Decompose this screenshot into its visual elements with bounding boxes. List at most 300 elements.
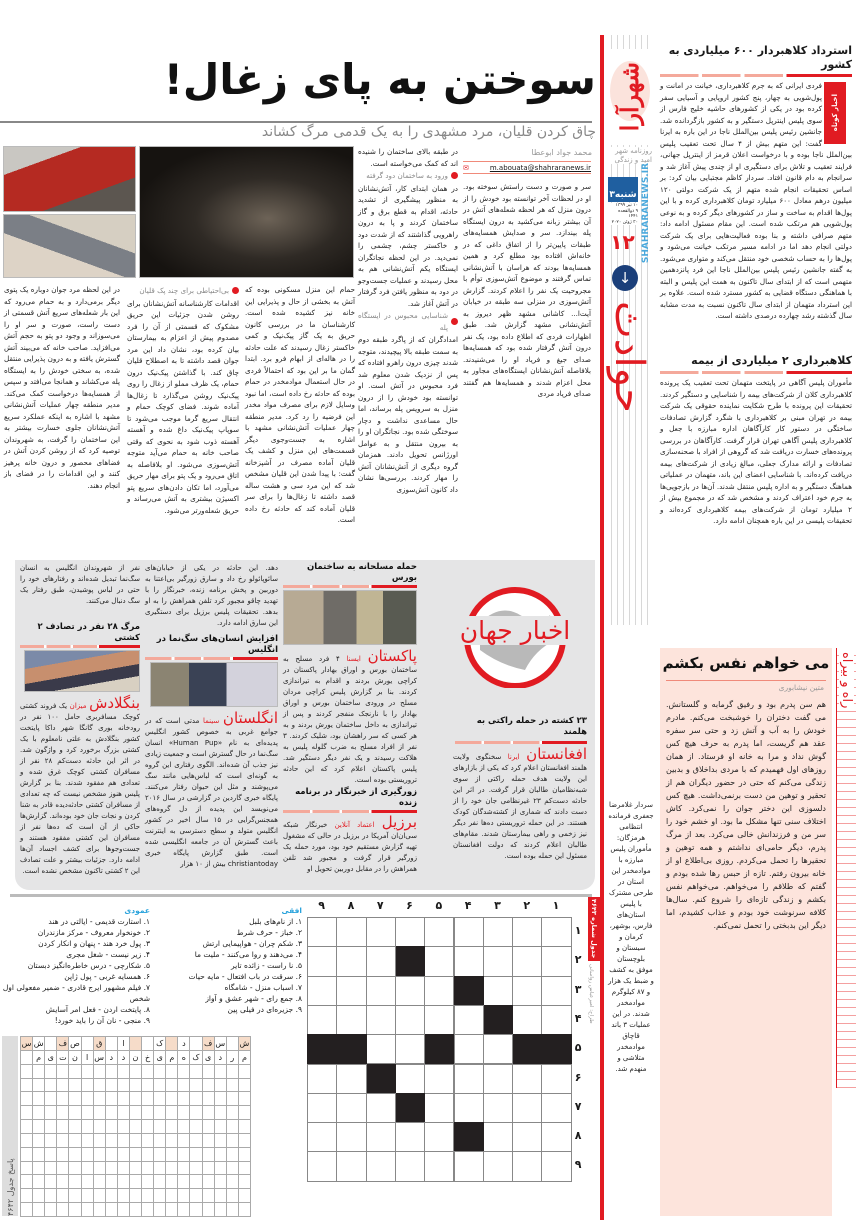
answer-cell: [153, 1174, 166, 1189]
answer-cell: [44, 1174, 57, 1189]
answer-cell: [129, 1091, 142, 1106]
answer-cell: [177, 1133, 190, 1148]
column-number: ۲: [523, 899, 531, 912]
crossword-cell[interactable]: [424, 1005, 454, 1035]
answer-cell: [226, 1078, 239, 1093]
across-clue: ۷. اسباب منزل - شامگاه: [224, 983, 302, 992]
across-clue: ۴. می‌دهند و روا می‌کنند - ملیت ما: [194, 950, 302, 959]
answer-cell: [189, 1202, 202, 1217]
story-column-5: در این لحظه مرد جوان دوباره یک پتوی دیگر برمی‌دارد و به حمام می‌رود که این بار شعله‌های سریع آتش قسمتی از دست راست، صورت و سر او را می‌سوزاند و وجود دو پتو به حجم آتش می‌افزاید. صاحب خانه که می‌بیند آتش گسترش یافته و به درون پذیرایی منتقل شده، به سختی خودش را به ایستگاه پله می‌کشاند و همانجا می‌افتد و سپس از همسایه‌ها درخواست کمک می‌کند. مدیر منطقه چهار عملیات آتش‌نشانی مشهد با اشاره به اینکه عملکرد سریع آتش‌نشانان جلوی خسارت بیشتر به این ساختمان را گرفت، به شهروندان توصیه کرد که از روشن کردن آتش در فضاهای محصور و درون خانه پرهیز کنند و این اقدامات را در فضای باز انجام دهند.: [4, 285, 120, 490]
answer-cell: [44, 1133, 57, 1148]
crossword-cell[interactable]: [336, 946, 366, 976]
answer-cell: [44, 1119, 57, 1134]
crossword-cell[interactable]: [336, 1122, 366, 1152]
answer-cell: [214, 1161, 227, 1176]
crossword-cell[interactable]: [483, 1122, 513, 1152]
dates: ۱۰ تیر ۱۳۹۹ ۹ ذوالقعده ۱۴۴۱ ۳۰ ژوئن ۲۰۲۰: [608, 203, 638, 225]
answer-cell: [153, 1161, 166, 1176]
crossword-cell[interactable]: [512, 1151, 542, 1181]
crossword-cell[interactable]: [366, 946, 396, 976]
answer-cell: [32, 1105, 45, 1120]
answer-cell: [117, 1133, 130, 1148]
bullet-icon: [451, 172, 458, 179]
answer-cell: [56, 1161, 69, 1176]
column-box: [660, 648, 832, 1216]
answer-cell: [238, 1161, 251, 1176]
crossword-black-cell: [512, 1034, 542, 1064]
answer-cell: [81, 1133, 94, 1148]
column-number: ۹: [318, 899, 325, 912]
answer-cell: [129, 1119, 142, 1134]
crossword-cell[interactable]: [395, 1151, 425, 1181]
answer-cell: [56, 1064, 69, 1079]
answer-cell: [68, 1091, 81, 1106]
answer-cell: [214, 1091, 227, 1106]
answer-cell: [56, 1119, 69, 1134]
headline-rule: [283, 585, 417, 588]
down-clues: عمودی ۱. استارت قدیمی - ایالتی در هند ۲. خونخوار معروف - مرکز مازندران ۳. پول خرد هند - پنهان و انکار کردن ۴. زیر نیست - شغل مجری ۵. شکارچی - درس خاطره‌انگیز دبستان ۶. همسایه غربی - پول ژاپن ۷. فیلم مشهور ایرج قادری - ضمیر مفعولی اول شخص ۸. پایتخت اردن - فعل امر آسایش ۹. منجی - نان آن را باید خورد!: [0, 905, 150, 1026]
crossword-cell[interactable]: [512, 1122, 542, 1152]
answer-cell: [32, 1147, 45, 1162]
column-number: ۴: [464, 899, 472, 912]
crossword-cell[interactable]: [541, 946, 571, 976]
crossword-cell[interactable]: [541, 1151, 571, 1181]
insurance-fraud-text: مأموران پلیس آگاهی در پایتخت متهمان تحت تعقیب یک پرونده کلاهبرداری کلان از شرکت‌های بیمه را شناسایی و دستگیر کردند. تحقیقات این پرونده با طرح شکایت نماینده حقوقی یک شرکت بیمه در تهران مبنی بر کلاهبرداری با شگرد گزارش تصادفات ساختگی در دستور کار کارآگاهان اداره مبارزه با جعل و کلاهبرداری پلیس آگاهی تهران قرار گرفت. کارآگاهان در بررسی پرونده‌های خسارت دریافت شد که گروهی از افراد با صحنه‌سازی تصادفات و ارائه مدارک جعلی، مبالغ زیادی از شرکت‌های بیمه دریافت کرده‌اند. با شناسایی اعضای این باند، متهمان در عملیاتی هماهنگ دستگیر و به اداره پلیس منتقل شدند. آن‌ها در بازجویی‌ها به جرم خود اعتراف کردند و مشخص شد که در مجموع بیش از ۲ میلیارد تومان از شرکت‌های بیمه کلاهبرداری کرده‌اند و تحقیقات پلیسی در این باره همچنان ادامه دارد.: [660, 378, 852, 525]
masthead-strip: [606, 35, 652, 625]
answer-cell: [44, 1091, 57, 1106]
headline-rule: [20, 645, 140, 648]
crossword-cell[interactable]: [336, 1151, 366, 1181]
answer-cell: [129, 1188, 142, 1203]
answer-cell: [20, 1147, 33, 1162]
answer-cell: [202, 1119, 215, 1134]
answer-cell: ک: [189, 1050, 202, 1065]
column-text: هم سن پدرم بود و رفیق گرمابه و گلستانش. می گفت دختران را خوشبخت می‌کنم. مادرم خودش را به آب و آتش زد و حتی سر سفره عقد هم گریست، اما پدرم به حرف هیچ کس گوش نداد و مرا به خانه او فرستاد. از همان روزهای اول فهمیدم که با مردی بداخلاق و بدبین زندگی می‌کنم که حتی در حضور دیگران هم از تحقیر و توهین من دست برنمی‌داشت. هیچ کس دلسوزی این دختر جوان را نمی‌کرد. کاش اختلاف سنی تنها مشکل ما بود. او خشم خود را سر من و فرزندانش خالی می‌کرد. بعد از مرگ پدرم، دیگر حامی‌ای نداشتم و همه توهین و تحقیرها را تحمل می‌کردم. روزی بی‌اطلاع او از خانه بیرون رفتم. تازه از حبس رها شده بودم و گفتم که طلاقم را می‌خواهم. می‌خواهم نفس بکشم و زندگی تازه‌ای را شروع کنم. سال‌ها کلافه سرنوشت خود بودم و عذاب کشیدم، اما دیگر این بدبختی را تحمل نمی‌کنم.: [666, 700, 826, 930]
row-number: ۷: [574, 1099, 582, 1113]
answer-cell: [81, 1105, 94, 1120]
row-number: ۵: [574, 1041, 582, 1055]
answer-cell: [81, 1161, 94, 1176]
answer-cell: [93, 1078, 106, 1093]
crossword-cell[interactable]: [307, 1151, 337, 1181]
answer-cell: [202, 1188, 215, 1203]
answer-cell: [214, 1188, 227, 1203]
answer-cell: [32, 1091, 45, 1106]
answer-cell: م: [32, 1050, 45, 1065]
crossword-cell[interactable]: [307, 1093, 337, 1123]
answer-cell: [32, 1133, 45, 1148]
brazil-text-continued: دهد. این حادثه در یکی از خیابان‌های سائوپائولو رخ داد و سارق زورگیر بی‌اعتنا به دوربین و پخش برنامه زنده، خبرنگار را با تهدید چاقو مجبور کرد تلفن همراهش را به او بدهد. تحقیقات پلیس برزیل برای دستگیری این سارق ادامه دارد.: [145, 564, 278, 627]
across-clues: افقی ۱. از نام‌های بلبل ۲. خباز - حرف شرط ۳. شکم چران - هواپیمایی ارتش ۴. می‌دهند و روا می‌کنند - ملیت ما ۵. نا راست - زائده تایر ۶. سرقت در باب افتعال - مایه حیات ۷. اسباب منزل - شامگاه ۸. جمع رای - شهر عشق و آواز ۹. جزیره‌ای در فیلی پین: [152, 905, 302, 1015]
answer-cell: [20, 1174, 33, 1189]
row-number: ۱: [574, 924, 582, 937]
crossword-cell[interactable]: [512, 1005, 542, 1035]
answer-cell: [68, 1078, 81, 1093]
across-clue: ۵. نا راست - زائده تایر: [230, 961, 302, 970]
answer-cell: [93, 1133, 106, 1148]
crossword-cell[interactable]: [307, 917, 337, 947]
answer-cell: [56, 1105, 69, 1120]
answer-cell: ش: [238, 1036, 251, 1051]
answer-cell: [105, 1064, 118, 1079]
answer-cell: [214, 1119, 227, 1134]
answer-cell: [226, 1091, 239, 1106]
answer-cell: [189, 1174, 202, 1189]
answer-cell: د: [105, 1050, 118, 1065]
answer-cell: [32, 1119, 45, 1134]
crossword-cell[interactable]: [483, 1064, 513, 1094]
answer-cell: [226, 1133, 239, 1148]
answer-cell: [189, 1161, 202, 1176]
crossword-cell[interactable]: [336, 1005, 366, 1035]
answer-cell: [141, 1078, 154, 1093]
crossword-cell[interactable]: [395, 1005, 425, 1035]
crossword-cell[interactable]: [454, 1093, 484, 1123]
answer-cell: [117, 1161, 130, 1176]
crossword-cell[interactable]: [541, 1122, 571, 1152]
answer-cell: [141, 1133, 154, 1148]
crossword-cell[interactable]: [366, 917, 396, 947]
answer-cell: [141, 1105, 154, 1120]
crossword-cell[interactable]: [366, 976, 396, 1006]
answer-cell: ه: [177, 1050, 190, 1065]
short-news-tag: اخبار کوتاه: [824, 82, 846, 144]
crossword-cell[interactable]: [424, 1122, 454, 1152]
crossword-cell[interactable]: [336, 917, 366, 947]
bullet-icon: [232, 287, 239, 294]
crossword-cell[interactable]: [395, 917, 425, 947]
crossword-cell[interactable]: [512, 1093, 542, 1123]
answer-cell: [56, 1133, 69, 1148]
crossword-divider: [10, 894, 592, 897]
answer-cell: [81, 1202, 94, 1217]
crossword-black-cell: [424, 1034, 454, 1064]
arrow-down-icon[interactable]: ↓: [612, 265, 638, 291]
crossword-cell[interactable]: [424, 1064, 454, 1094]
answer-cell: [117, 1202, 130, 1217]
crossword-cell[interactable]: [307, 946, 337, 976]
crossword-cell[interactable]: [424, 917, 454, 947]
answer-cell: [189, 1064, 202, 1079]
afghanistan-text: افغانستان ایرنا سخنگوی ولایت هلمند افغانستان اعلام کرد که یکی از بازارهای این ولایت هدف حمله راکتی از سوی شبه‌نظامیان طالبان قرار گرفت. در اثر این حادثه دست‌کم ۲۳ غیرنظامی جان خود را از دست دادند که شماری از کشته‌شدگان کودک هستند. در این حمله تروریستی ده‌ها نفر دیگر نیز زخمی و راهی بیمارستان شدند. مقام‌های طالبان اعلام کردند که دولت افغانستان مسئول این حمله بوده است.: [453, 745, 587, 860]
crossword-cell[interactable]: [454, 917, 484, 947]
story-column-3: حمام این منزل مسکونی بوده که آتش به بخشی از حال و پذیرایی این خانه نیز کشیده شده است. کارشناسان ما در بررسی کانون حریق به یک گاز پیک‌نیک و کمی خاکستر زغال رسیدند که علت حادثه را در هاله‌ای از ابهام فرو برد. ابتدا گمان ما بر این بود که احتمالاً فردی در حال استعمال موادمخدر در حمام بوده که حادثه رخ داده است، اما نبود وسایل لازم برای مصرف مواد مخدر این فرضیه را رد کرد. مدیر منطقه چهار عملیات آتش‌نشانی مشهد با اشاره به جست‌وجوی دیگر قسمت‌های این منزل و کشف یک قلیان آماده مصرف در آشپزخانه گفت: با پیدا شدن این قلیان مشخص شد که این مرد سی و هشت ساله قصد داشته تا زغال‌ها را برای سر قلیان آماده کند که حادثه رخ داده است.: [245, 285, 355, 524]
row-number: ۹: [574, 1158, 582, 1172]
answer-cell: ن: [68, 1050, 81, 1065]
email-link[interactable]: m.abouata@shahraranews.ir ✉: [463, 164, 591, 172]
ferry-victims-photo: [24, 650, 140, 692]
brazil-text: برزیل اعتماد آنلاین خبرنگار شبکه سی‌ان‌ان آمریکا در برزیل در حالی که مشغول تهیه گزارش مستقیم خود بود، مورد حمله یک زورگیر قرار گرفت و مجبور شد تلفن همراهش را در مقابل دوربین تحویل او: [283, 813, 418, 873]
crossword-cell[interactable]: [307, 1064, 337, 1094]
human-pup-photo: [150, 662, 278, 707]
answer-cell: [105, 1036, 118, 1051]
crossword-cell[interactable]: [454, 1005, 484, 1035]
answer-cell: [129, 1147, 142, 1162]
answer-cell: [68, 1147, 81, 1162]
answer-cell: د: [177, 1036, 190, 1051]
across-clue: ۲. خباز - حرف شرط: [236, 928, 302, 937]
crossword-cell[interactable]: [366, 1005, 396, 1035]
answer-cell: [202, 1174, 215, 1189]
crossword-cell[interactable]: [366, 1034, 396, 1064]
answer-cell: ی: [202, 1050, 215, 1065]
answer-grid: [20, 1036, 250, 1216]
answer-cell: [44, 1105, 57, 1120]
answer-cell: [129, 1161, 142, 1176]
headline-insurance-fraud: کلاهبرداری ۲ میلیاردی از بیمه: [691, 354, 852, 367]
crossword-black-cell: [454, 1122, 484, 1152]
answer-cell: [238, 1202, 251, 1217]
answer-cell: [20, 1133, 33, 1148]
answer-cell: ف: [202, 1036, 215, 1051]
answer-cell: [81, 1147, 94, 1162]
crossword-label: جدول شماره ۴۶۴۳: [588, 897, 600, 961]
crossword-cell[interactable]: [512, 1064, 542, 1094]
answer-cell: [117, 1091, 130, 1106]
answer-cell: [141, 1174, 154, 1189]
crossword-cell[interactable]: [307, 1122, 337, 1152]
answer-cell: [20, 1188, 33, 1203]
headline-rule: [660, 74, 852, 77]
crossword-cell[interactable]: [454, 946, 484, 976]
crossword-cell[interactable]: [541, 1005, 571, 1035]
answer-cell: [226, 1202, 239, 1217]
bullet-icon: [451, 318, 458, 325]
crossword-cell[interactable]: [336, 1093, 366, 1123]
answer-cell: [129, 1133, 142, 1148]
crossword-cell[interactable]: [366, 1151, 396, 1181]
answer-cell: [141, 1119, 154, 1134]
answer-cell: [177, 1105, 190, 1120]
crossword-cell[interactable]: [541, 1064, 571, 1094]
answer-cell: ش: [32, 1036, 45, 1051]
answer-cell: [165, 1036, 178, 1051]
crossword-cell[interactable]: [336, 976, 366, 1006]
crossword-cell[interactable]: [424, 976, 454, 1006]
answer-cell: [189, 1078, 202, 1093]
answer-cell: [93, 1105, 106, 1120]
crossword-cell[interactable]: [512, 946, 542, 976]
crossword-cell[interactable]: [424, 1093, 454, 1123]
answer-cell: ن: [129, 1050, 142, 1065]
crossword-cell[interactable]: [395, 976, 425, 1006]
crossword-black-cell: [541, 1034, 571, 1064]
answer-cell: ت: [56, 1050, 69, 1065]
answer-cell: [68, 1202, 81, 1217]
crossword-cell[interactable]: [366, 1093, 396, 1123]
crossword-black-cell: [307, 1034, 337, 1064]
page-title: سوختن به پای زغال!: [163, 55, 596, 104]
answer-cell: [238, 1119, 251, 1134]
answer-label: پاسخ جدول ۴۶۴۲: [2, 1036, 18, 1216]
answer-cell: [32, 1161, 45, 1176]
down-clue: ۳. پول خرد هند - پنهان و انکار کردن: [38, 939, 150, 948]
answer-cell: [238, 1147, 251, 1162]
answer-cell: [105, 1078, 118, 1093]
crossword-cell[interactable]: [541, 1093, 571, 1123]
crossword-cell[interactable]: [424, 946, 454, 976]
crossword-cell[interactable]: [483, 917, 513, 947]
answer-cell: [177, 1147, 190, 1162]
answer-cell: [129, 1078, 142, 1093]
answer-cell: [20, 1119, 33, 1134]
title-rule: [0, 121, 592, 123]
answer-cell: ق: [93, 1036, 106, 1051]
answer-cell: [44, 1188, 57, 1203]
column-author: متین نیشابوری: [778, 683, 824, 692]
answer-cell: [141, 1188, 154, 1203]
crossword-cell[interactable]: [512, 917, 542, 947]
hormozgan-brief: سردار غلامرضا جعفری فرمانده انتظامی هرمزگان: مأموران پلیس مبارزه با موادمخدر این استان در طرحی مشترک با پلیس استان‌های فارس، بوشهر، کرمان و سیستان و بلوچستان موفق به کشف و ضبط یک هزار و ۸۷ کیلوگرم موادمخدر شدند. در این عملیات ۳ باند قاچاق موادمخدر متلاشی و منهدم شد.: [608, 801, 654, 1073]
answer-cell: [32, 1202, 45, 1217]
across-clue: ۹. جزیره‌ای در فیلی پین: [227, 1005, 302, 1014]
across-clue: ۱. از نام‌های بلبل: [249, 917, 302, 926]
answer-cell: [226, 1188, 239, 1203]
answer-cell: [177, 1174, 190, 1189]
crossword-cell[interactable]: [541, 917, 571, 947]
answer-cell: [20, 1161, 33, 1176]
answer-cell: [177, 1161, 190, 1176]
answer-cell: [20, 1050, 33, 1065]
answer-cell: [238, 1091, 251, 1106]
crossword-cell[interactable]: [483, 1093, 513, 1123]
answer-cell: [105, 1119, 118, 1134]
row-number: ۲: [574, 953, 582, 967]
subhead: چاق کردن قلیان، مرد مشهدی را به یک قدمی مرگ کشاند: [261, 124, 596, 140]
row-number: ۶: [574, 1070, 582, 1084]
answer-cell: [226, 1161, 239, 1176]
answer-cell: ا: [81, 1050, 94, 1065]
crossword-cell[interactable]: [307, 976, 337, 1006]
crossword-cell[interactable]: [512, 976, 542, 1006]
answer-cell: [177, 1091, 190, 1106]
crossword-cell[interactable]: [483, 1034, 513, 1064]
answer-cell: [93, 1091, 106, 1106]
answer-cell: [93, 1174, 106, 1189]
crossword-cell[interactable]: [454, 1151, 484, 1181]
answer-cell: [117, 1105, 130, 1120]
answer-cell: [202, 1078, 215, 1093]
answer-cell: [226, 1064, 239, 1079]
mail-icon: ✉: [463, 164, 469, 172]
answer-cell: [214, 1064, 227, 1079]
answer-cell: ی: [44, 1050, 57, 1065]
answer-cell: [117, 1188, 130, 1203]
page-divider-red: [600, 35, 604, 1220]
answer-cell: [32, 1078, 45, 1093]
page-number: ۱۲: [610, 230, 635, 254]
answer-cell: [153, 1202, 166, 1217]
answer-cell: [105, 1147, 118, 1162]
crossword-cell[interactable]: [483, 1151, 513, 1181]
answer-cell: [117, 1078, 130, 1093]
side-label: راه و بیراه: [836, 648, 856, 1088]
across-clue: ۶. سرقت در باب افتعال - مایه حیات: [188, 972, 302, 981]
answer-cell: [105, 1188, 118, 1203]
crossword-cell[interactable]: [483, 976, 513, 1006]
answer-cell: [117, 1147, 130, 1162]
answer-cell: [177, 1188, 190, 1203]
answer-cell: [81, 1036, 94, 1051]
answer-cell: [56, 1202, 69, 1217]
crossword-cell[interactable]: [395, 1064, 425, 1094]
answer-cell: [189, 1091, 202, 1106]
headline-rule: [455, 741, 587, 744]
column-number: ۳: [494, 899, 501, 912]
answer-cell: [165, 1147, 178, 1162]
answer-cell: [165, 1064, 178, 1079]
answer-cell: [129, 1105, 142, 1120]
down-clue: ۹. منجی - نان آن را باید خورد!: [54, 1016, 150, 1025]
website-link[interactable]: SHAHRARANEWS.IR: [640, 162, 651, 264]
answer-cell: [141, 1147, 154, 1162]
headline-extradition: استرداد کلاهبردار ۶۰۰ میلیاردی به کشور: [668, 44, 852, 71]
crossword-black-cell: [366, 1064, 396, 1094]
answer-cell: [93, 1161, 106, 1176]
answer-cell: [165, 1174, 178, 1189]
crossword-cell[interactable]: [483, 946, 513, 976]
answer-cell: [56, 1091, 69, 1106]
crossword-cell[interactable]: [366, 1122, 396, 1152]
answer-cell: [153, 1119, 166, 1134]
column-number: ۶: [406, 899, 413, 912]
answer-cell: [105, 1133, 118, 1148]
crossword-cell[interactable]: [454, 1034, 484, 1064]
answer-cell: [44, 1202, 57, 1217]
crossword-black-cell: [395, 946, 425, 976]
crossword-cell[interactable]: [395, 1034, 425, 1064]
crossword-cell[interactable]: [454, 1064, 484, 1094]
answer-cell: [189, 1119, 202, 1134]
down-clue: ۶. همسایه غربی - پول ژاپن: [64, 972, 150, 981]
bangladesh-text: بنگلادش میزان یک فروند کشتی کوچک مسافربری حامل ۱۰۰ نفر در رودخانه بوری گانگا شهر داکا پایتخت کشور بنگلادش به علتی نامعلوم با یک کشتی بزرگ برخورد کرد و واژگون شد. در اثر این حادثه دست‌کم ۲۸ نفر از مسافران کشتی کوچک غرق شده و تعدادی هم مفقود شدند. بنا بر گزارش پلیس هنوز مشخص نیست که چه تعدادی از مسافران کشتی حادثه‌دیده قادر به شنا کردن و نجات جان خود بوده‌اند. گزارش‌ها حاکی از آن است که ده‌ها نفر از مسافران این کشتی مفقود هستند و جست‌وجوها برای کشف اجساد آن‌ها ادامه دارد. جزئیات بیشتر و علت تصادف این ۲ کشتی تاکنون مشخص نشده است.: [20, 694, 140, 875]
crossword-cell[interactable]: [541, 976, 571, 1006]
answer-cell: ر: [226, 1050, 239, 1065]
crossword-cell[interactable]: [395, 1122, 425, 1152]
section-title: حوادث: [606, 301, 652, 413]
answer-cell: [117, 1064, 130, 1079]
tagline: روزنامه شهر امید و زندگی: [606, 147, 652, 164]
extradition-text: فردی ایرانی که به جرم کلاهبرداری، خیانت در امانت و پول‌شویی به چهار، پنج کشور اروپایی و آسیایی سفر کرده بود در یکی از کشورهای حاشیه خلیج فارس از سوی پلیس اینترپل دستگیر و به کشور بازگردانده شد. جانشین رئیس پلیس بین‌الملل ناجا در این باره به ایرنا گفت: این متهم بیش از ۴ سال تحت تعقیب پلیس بین‌الملل ناجا بوده و با درخواست اعلان قرمز از اینترپل جهانی، فرایند تعقیب و تلاش برای دستگیری او از چندی پیش آغاز شد و سرانجام به دام قانون افتاد. سردار کاظم مجتبایی بیان کرد: بر اساس تحقیقات انجام شده متهم از یک شرکت دولتی ۱۲۰ میلیون درهم معادل ۶۰۰ میلیارد تومان کلاهبرداری کرده و با این پول‌ها اقدام به ساخت و ساز در کشورهای دیگر کرده و به نوعی پول‌شویی هم مرتکب شده است. این مقام مسئول ادامه داد: متهم صرافی داشته و بنا بوده فعالیت‌هایی برای یک شرکت دولتی انجام دهد اما در ادامه مسیر مرتکب خیانت می‌شود و پول‌ها را به حساب شخصی خود منتقل می‌کند و متواری می‌شود. به گفته جانشین رئیس پلیس بین‌الملل ناجا این فرد پانزدهمین متهمی است که از ابتدای سال تاکنون به همت این پلیس و البته با هماهنگی دستگاه قضایی به کشور مسترد شده است. علاوه بر این استرداد متهمان از ابتدای سال تاکنون نسبت به مدت مشابه سال گذشته رشد چهارده درصدی داشته است.: [660, 81, 852, 320]
answer-cell: [56, 1174, 69, 1189]
answer-cell: [93, 1119, 106, 1134]
answer-cell: [129, 1174, 142, 1189]
author: محمد جواد ابوعطا: [531, 148, 592, 157]
answer-cell: [226, 1147, 239, 1162]
crossword-cell[interactable]: [336, 1064, 366, 1094]
answer-cell: م: [238, 1050, 251, 1065]
down-clue: ۷. فیلم مشهور ایرج قادری - ضمیر مفعولی اول شخص: [2, 983, 150, 1003]
answer-cell: [68, 1064, 81, 1079]
answer-cell: ص: [68, 1036, 81, 1051]
headline-bangladesh: مرگ ۲۸ نفر در تصادف ۲ کشتی: [37, 622, 140, 643]
answer-cell: [202, 1161, 215, 1176]
answer-cell: [177, 1202, 190, 1217]
answer-cell: [68, 1174, 81, 1189]
headline-pakistan: حمله مسلحانه به ساختمان بورس: [306, 562, 417, 583]
crossword-grid[interactable]: [307, 899, 592, 1184]
crossword-cell[interactable]: [424, 1151, 454, 1181]
row-number: ۸: [574, 1129, 582, 1143]
answer-cell: [68, 1161, 81, 1176]
crossword-cell[interactable]: [307, 1005, 337, 1035]
answer-cell: [32, 1174, 45, 1189]
answer-cell: [20, 1064, 33, 1079]
answer-cell: [214, 1133, 227, 1148]
answer-cell: [141, 1091, 154, 1106]
answer-cell: [81, 1174, 94, 1189]
column-number: ۸: [347, 899, 355, 912]
